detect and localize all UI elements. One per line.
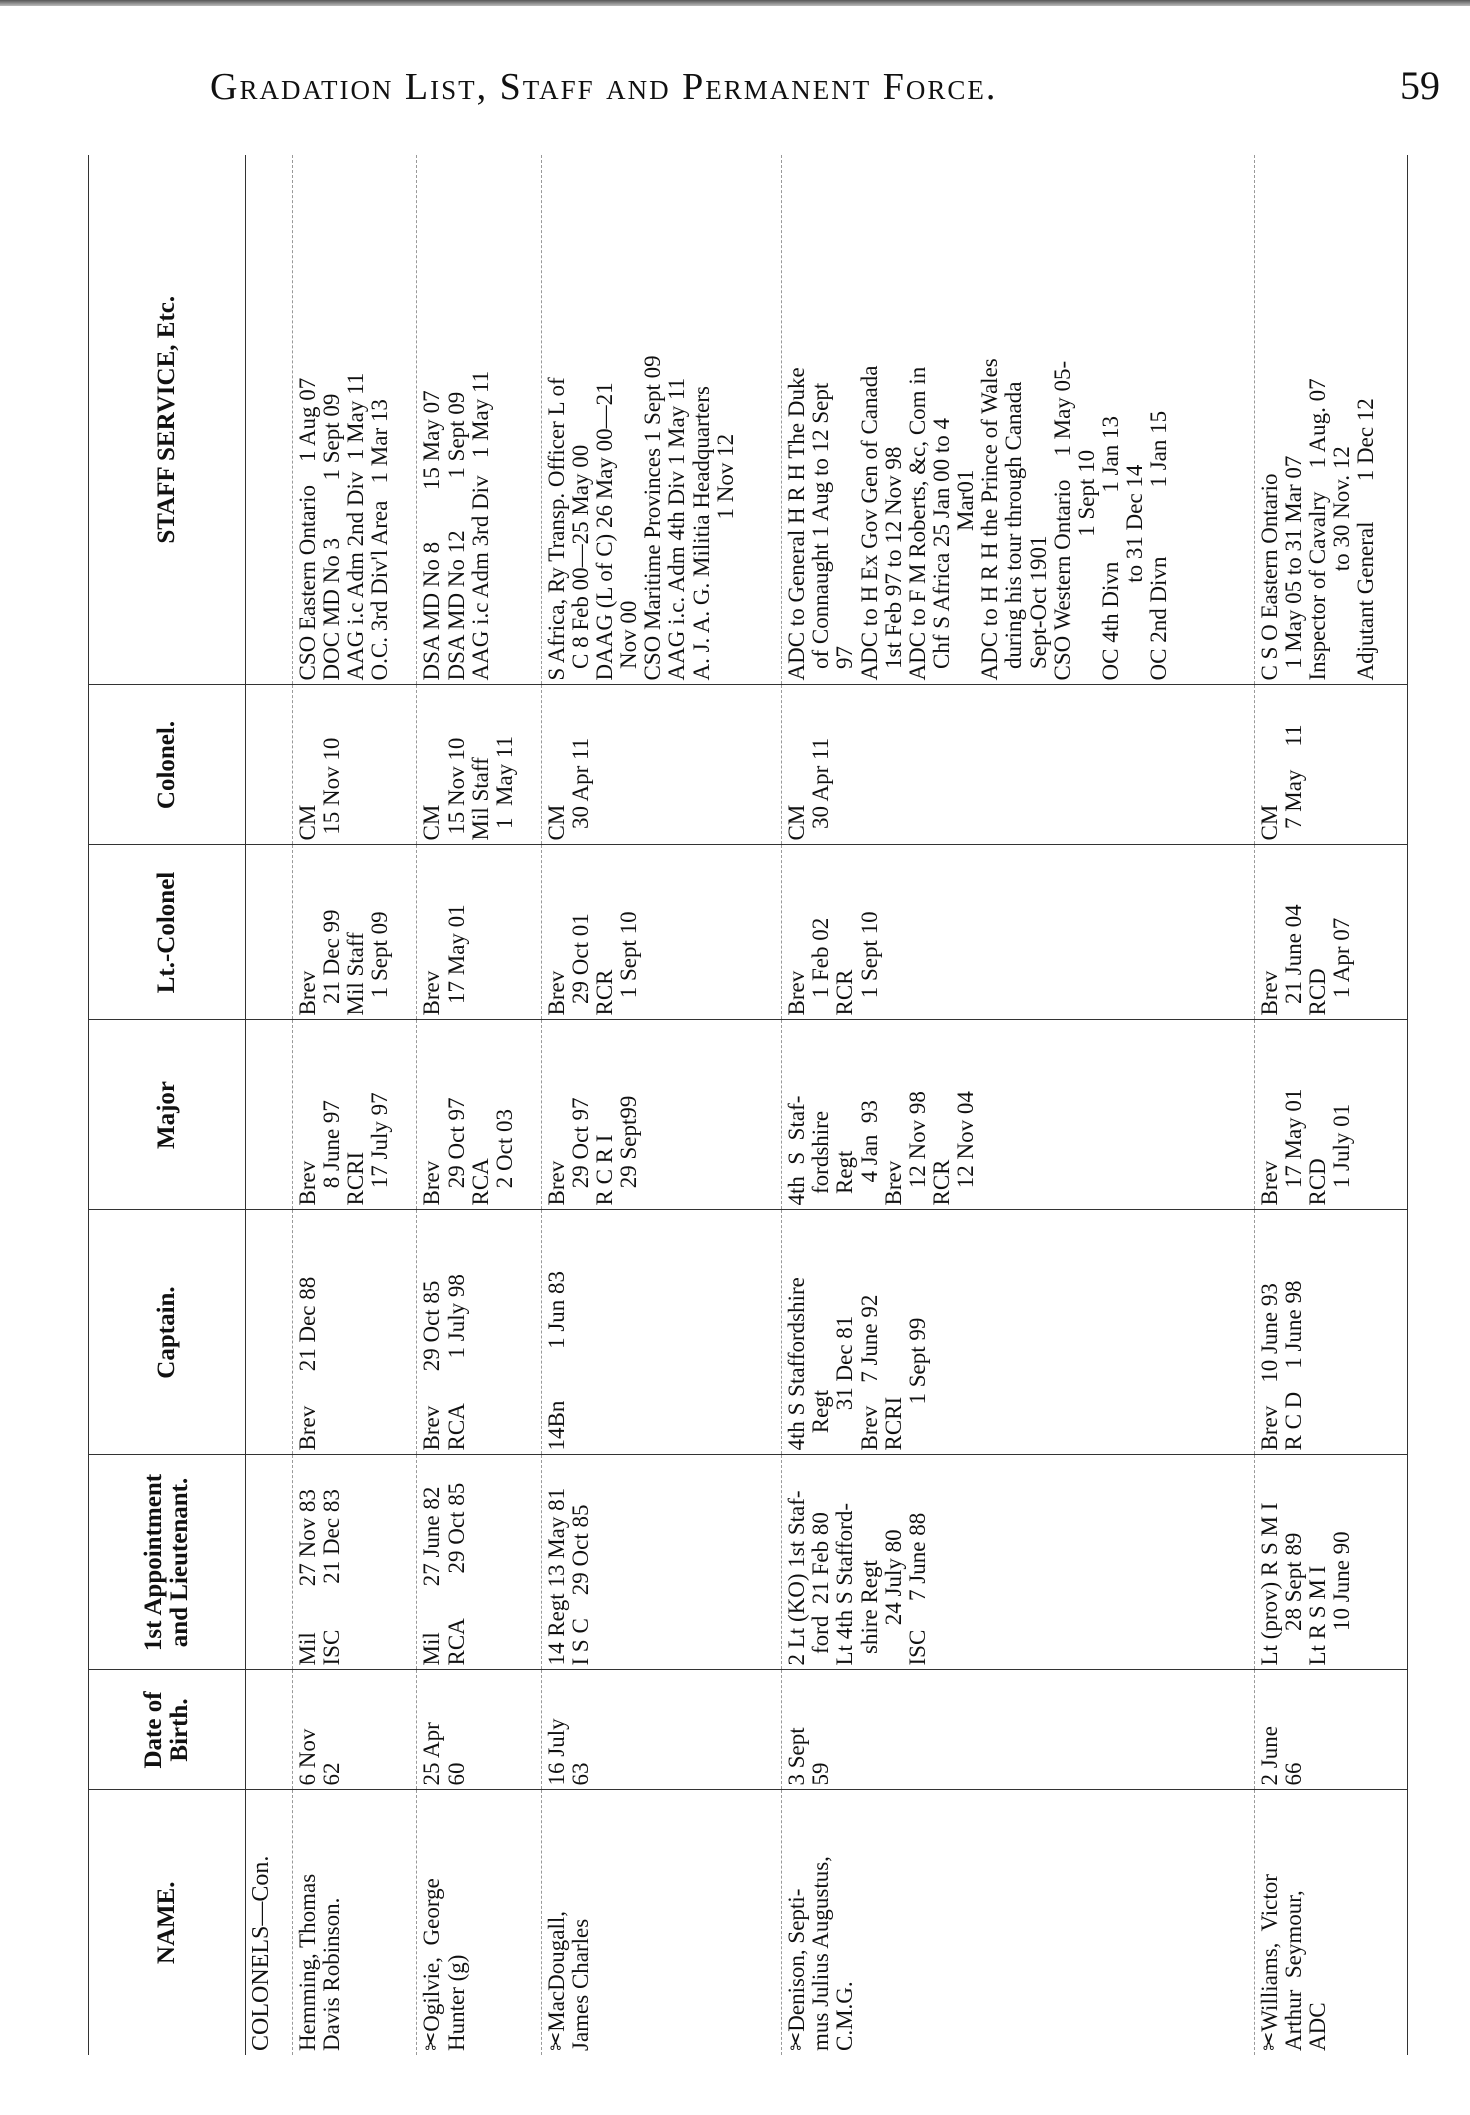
cell-line: 16 July	[543, 1718, 569, 1786]
col-major: Major	[89, 1020, 246, 1210]
cell-line: 1 Feb 02	[808, 917, 834, 1016]
cell-line: Brev	[784, 970, 810, 1016]
cell-line: 15 Nov 10	[443, 737, 469, 841]
cell-line: Hemming, Thomas	[295, 1873, 320, 2051]
cell-line: Brev	[543, 1160, 569, 1206]
cell-major	[293, 1020, 417, 1210]
cell-line: RCR	[929, 1159, 955, 1206]
cell-line: 2 Oct 03	[491, 1109, 517, 1206]
cell-line: Arthur Seymour,	[1280, 1890, 1306, 2051]
cell-colonel	[541, 685, 781, 845]
cell-line: during his tour through Canada	[1001, 381, 1027, 681]
cell-line: RCR	[832, 969, 858, 1016]
cell-line: fordshire	[808, 1110, 834, 1206]
cell-line: 29 Sept99	[616, 1095, 642, 1206]
cell-line: Mar01	[953, 469, 979, 681]
cell-line: 21 Dec 99	[319, 909, 345, 1016]
cell-line: CM	[1256, 804, 1282, 841]
col-name: NAME.	[89, 1790, 246, 2055]
cell-line: 6 Nov	[295, 1728, 320, 1786]
cell-staff	[417, 155, 541, 685]
cell-line: AAG i.c Adm 2nd Div 1 May 11	[343, 372, 369, 681]
cell-line: 17 July 97	[367, 1092, 393, 1206]
cell-line: 25 Apr	[419, 1722, 445, 1786]
cell-line: Davis Robinson.	[319, 1897, 345, 2051]
col-colonel: Colonel.	[89, 685, 246, 845]
cell-line: 30 Apr 11	[808, 737, 834, 841]
cell-line: 31 Dec 81	[832, 1315, 858, 1451]
cell-line: 1 May 05 to 31 Mar 07	[1280, 455, 1306, 681]
cell-line: DSA MD No 8 15 May 07	[419, 390, 445, 681]
cell-line: I S C 29 Oct 85	[567, 1504, 593, 1666]
cell-colonel	[1254, 685, 1407, 845]
cell-line: RCD	[1304, 1158, 1330, 1206]
cell-line: 1 Apr 07	[1328, 917, 1354, 1016]
cell-line: C S O Eastern Ontario	[1256, 473, 1282, 681]
cell-line: CSO Maritime Provinces 1 Sept 09	[640, 355, 666, 681]
cell-colonel	[417, 685, 541, 845]
cell-line: 29 Oct 97	[567, 1097, 593, 1206]
page-header	[210, 62, 1440, 109]
cell-line: Brev	[1256, 1160, 1282, 1206]
cell-line: OC 4th Divn 1 Jan 13	[1098, 416, 1123, 681]
cell-staff	[782, 155, 1254, 685]
cell-line: Lt (prov) R S M I	[1256, 1502, 1282, 1666]
page-top-edge	[0, 0, 1470, 6]
cell-staff	[1254, 155, 1407, 685]
cell-line: DOC MD No 3 1 Sept 09	[319, 393, 345, 681]
cell-line: Sept-Oct 1901	[1025, 535, 1051, 681]
cell-line: ford 21 Feb 80	[808, 1512, 834, 1666]
cell-line: Mil 27 June 82	[419, 1486, 445, 1666]
cell-appt	[293, 1455, 417, 1670]
cell-line: 1 May 11	[491, 735, 517, 841]
cell-colonel	[782, 685, 1254, 845]
cell-colonel	[293, 685, 417, 845]
cell-staff	[293, 155, 417, 685]
cell-line: 1 Sept 10	[616, 911, 642, 1016]
cell-staff	[541, 155, 781, 685]
cell-line: ADC to F M Roberts, &c, Com in	[904, 366, 930, 681]
cell-line: 14Bn 1 Jun 83	[543, 1270, 569, 1451]
cell-line: Brev	[543, 970, 569, 1016]
cell-line: Brev	[880, 1160, 906, 1206]
page-number: 59	[1400, 63, 1440, 108]
cell-line: 1 Sept 09	[367, 911, 393, 1016]
cell-appt	[417, 1455, 541, 1670]
cell-line: Brev 7 June 92	[856, 1294, 882, 1451]
cell-line: R C D 1 June 98	[1280, 1280, 1306, 1451]
cell-line: RCA 29 Oct 85	[443, 1482, 469, 1666]
cell-line: 24 July 80	[880, 1529, 906, 1666]
cell-captain	[417, 1210, 541, 1455]
cell-line: 1 Sept 10	[1073, 449, 1099, 681]
cell-line: Nov 00	[616, 600, 642, 681]
cell-line: DSA MD No 12 1 Sept 09	[443, 391, 469, 681]
cell-name	[782, 1790, 1254, 2055]
cell-dob	[417, 1670, 541, 1790]
cell-line: ADC to H R H the Prince of Wales	[977, 358, 1003, 681]
cell-line: Brev 10 June 93	[1256, 1283, 1282, 1451]
cell-line: CM	[784, 804, 810, 841]
cell-line: Brev 29 Oct 85	[419, 1280, 445, 1451]
cell-line: Brev	[295, 970, 320, 1016]
cell-line: 1 Sept 10	[856, 911, 882, 1016]
cell-line: CSO Western Ontario 1 May 05-	[1049, 360, 1075, 681]
cell-line: 28 Sept 89	[1280, 1532, 1306, 1666]
cell-line: C.M.G.	[832, 1981, 858, 2051]
cell-line: 17 May 01	[1280, 1088, 1306, 1206]
cell-line: RCD	[1304, 968, 1330, 1016]
col-ltcolonel: Lt.-Colonel	[89, 845, 246, 1020]
cell-dob	[541, 1670, 781, 1790]
rotated-table-block	[88, 155, 1408, 2055]
cell-line: shire Regt	[856, 1560, 882, 1666]
table-row	[293, 155, 417, 2055]
cell-line: 1 Sept 99	[904, 1317, 930, 1451]
cell-line: 7 May 11	[1280, 724, 1306, 841]
cell-line: Brev	[1256, 970, 1282, 1016]
col-appointment: 1st Appointment and Lieutenant.	[89, 1455, 246, 1670]
header-row	[89, 155, 246, 2055]
cell-line: Hunter (g)	[443, 1954, 469, 2051]
cell-appt	[1254, 1455, 1407, 1670]
cell-line: Chf S Africa 25 Jan 00 to 4	[929, 417, 955, 681]
cell-line: ADC to H Ex Gov Gen of Canada	[856, 365, 882, 681]
cell-line: 4th S Staffordshire	[784, 1277, 810, 1451]
cell-line: 8 June 97	[319, 1100, 345, 1206]
cell-captain	[541, 1210, 781, 1455]
cell-line: AAG i.c. Adm 4th Div 1 May 11	[664, 377, 690, 681]
cell-line: ✂Denison, Septi-	[784, 1888, 810, 2051]
cell-line: 12 Nov 04	[953, 1091, 979, 1206]
cell-major	[417, 1020, 541, 1210]
table-row	[1254, 155, 1407, 2055]
cell-line: 15 Nov 10	[319, 737, 345, 841]
cell-major	[1254, 1020, 1407, 1210]
cell-ltcol	[1254, 845, 1407, 1020]
cell-ltcol	[782, 845, 1254, 1020]
cell-line: 63	[567, 1762, 593, 1786]
cell-line: OC 2nd Divn 1 Jan 15	[1146, 410, 1172, 681]
cell-line: DAAG (L of C) 26 May 00—21	[592, 382, 618, 681]
cell-line: ISC 21 Dec 83	[319, 1489, 345, 1666]
cell-line: Brev	[295, 1160, 320, 1206]
col-captain: Captain.	[89, 1210, 246, 1455]
cell-line: ADC	[1304, 2002, 1330, 2051]
cell-appt	[782, 1455, 1254, 1670]
cell-line: James Charles	[567, 1918, 593, 2051]
cell-line: Brev	[419, 1160, 445, 1206]
gradation-table	[88, 155, 1408, 2055]
cell-line: Adjutant General 1 Dec 12	[1353, 398, 1379, 681]
cell-line: 4 Jan 93	[856, 1100, 882, 1206]
cell-line: 60	[443, 1762, 469, 1786]
table-row	[782, 155, 1254, 2055]
cell-line: 1 July 01	[1328, 1103, 1354, 1206]
cell-line: Brev 21 Dec 88	[295, 1276, 320, 1451]
cell-line: RCRI	[880, 1396, 906, 1451]
cell-line: C 8 Feb 00—25 May 00	[567, 444, 593, 681]
cell-line: ADC to General H R H The Duke	[784, 367, 810, 681]
cell-name	[541, 1790, 781, 2055]
cell-line: RCRI	[343, 1151, 369, 1206]
cell-line: CM	[419, 804, 445, 841]
cell-line: CSO Eastern Ontario 1 Aug 07	[295, 377, 320, 681]
cell-captain	[1254, 1210, 1407, 1455]
cell-line: 1st Feb 97 to 12 Nov 98	[880, 446, 906, 681]
cell-line: Lt R S M I	[1304, 1565, 1330, 1666]
cell-line: 1 Nov 12	[712, 433, 738, 681]
cell-line: RCA	[467, 1158, 493, 1206]
cell-line: 21 June 04	[1280, 904, 1306, 1016]
cell-captain	[293, 1210, 417, 1455]
cell-line: A. J. A. G. Militia Headquarters	[688, 386, 714, 681]
cell-line: Mil 27 Nov 83	[295, 1489, 320, 1666]
cell-line: RCA 1 July 98	[443, 1274, 469, 1451]
cell-name	[417, 1790, 541, 2055]
cell-line: S Africa, Ry Transp. Officer L of	[543, 377, 569, 681]
cell-line: Brev	[419, 970, 445, 1016]
cell-dob	[1254, 1670, 1407, 1790]
cell-line: 30 Apr 11	[567, 737, 593, 841]
cell-line: O.C. 3rd Div'l Area 1 Mar 13	[367, 399, 393, 681]
cell-line: 62	[319, 1762, 345, 1786]
col-staff-service: STAFF SERVICE, Etc.	[89, 155, 246, 685]
cell-line: 10 June 90	[1328, 1531, 1354, 1666]
cell-line: 97	[832, 646, 858, 681]
table-row	[541, 155, 781, 2055]
cell-ltcol	[417, 845, 541, 1020]
col-dob: Date of Birth.	[89, 1670, 246, 1790]
cell-line: 14 Regt 13 May 81	[543, 1487, 569, 1666]
cell-line: ✂Ogilvie, George	[419, 1878, 445, 2051]
cell-ltcol	[541, 845, 781, 1020]
section-label: COLONELS—Con.	[248, 1855, 274, 2051]
cell-line: to 31 Dec 14	[1122, 464, 1148, 681]
cell-line: 12 Nov 98	[904, 1091, 930, 1206]
cell-line: 3 Sept	[784, 1727, 810, 1786]
table-row	[417, 155, 541, 2055]
cell-line: Inspector of Cavalry 1 Aug. 07	[1304, 378, 1330, 681]
cell-line: 29 Oct 97	[443, 1097, 469, 1206]
cell-ltcol	[293, 845, 417, 1020]
cell-line: 29 Oct 01	[567, 913, 593, 1016]
cell-major	[541, 1020, 781, 1210]
cell-line: ✂MacDougall,	[543, 1911, 569, 2051]
cell-line: CM	[295, 804, 320, 841]
cell-line: Regt	[832, 1150, 858, 1206]
cell-line: R C R I	[592, 1134, 618, 1206]
cell-line: of Connaught 1 Aug to 12 Sept	[808, 382, 834, 681]
cell-line: AAG i.c Adm 3rd Div 1 May 11	[467, 370, 493, 681]
cell-name	[1254, 1790, 1407, 2055]
cell-line: 2 Lt (KO) 1st Staf-	[784, 1490, 810, 1666]
cell-line: ISC 7 June 88	[904, 1512, 930, 1666]
cell-line: 4th S Staf-	[784, 1095, 810, 1206]
cell-line: 59	[808, 1762, 834, 1786]
cell-line: RCR	[592, 969, 618, 1016]
cell-dob	[782, 1670, 1254, 1790]
cell-line: ✂Williams, Victor	[1256, 1874, 1282, 2051]
cell-line: Regt	[808, 1389, 834, 1451]
cell-name	[293, 1790, 417, 2055]
cell-line: Mil Staff	[467, 757, 493, 841]
cell-line: 2 June	[1256, 1726, 1282, 1786]
cell-line: Lt 4th S Stafford-	[832, 1503, 858, 1666]
cell-line: CM	[543, 804, 569, 841]
cell-dob	[293, 1670, 417, 1790]
cell-line: Mil Staff	[343, 932, 369, 1016]
cell-captain	[782, 1210, 1254, 1455]
cell-line: 17 May 01	[443, 904, 469, 1016]
page-title: Gradation List, Staff and Permanent Force.	[210, 66, 998, 108]
cell-major	[782, 1020, 1254, 1210]
cell-line: to 30 Nov. 12	[1328, 446, 1354, 681]
cell-appt	[541, 1455, 781, 1670]
cell-line: mus Julius Augustus,	[808, 1856, 834, 2051]
section-row	[246, 155, 293, 2055]
cell-line: 66	[1280, 1762, 1306, 1786]
